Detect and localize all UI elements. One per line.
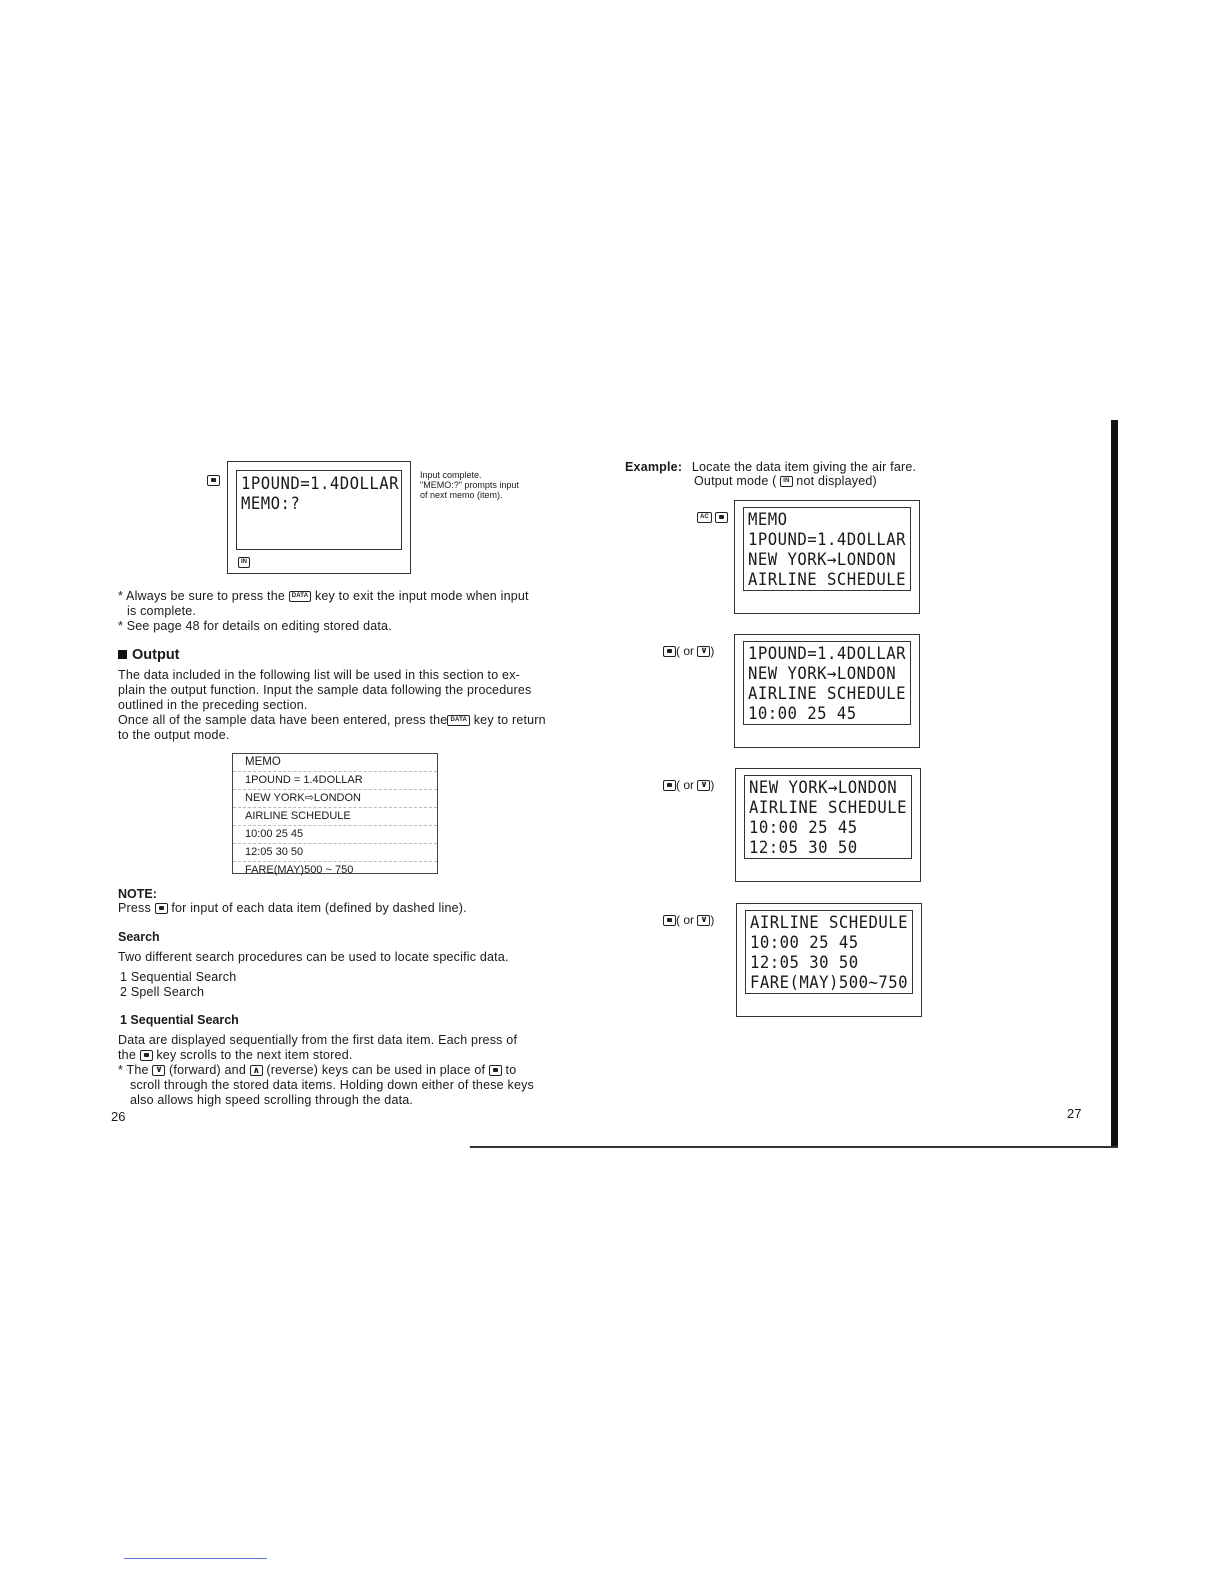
enter-key-icon — [715, 512, 728, 523]
lcd-line: FARE(MAY)500~750 — [750, 973, 909, 993]
lcd-line: AIRLINE SCHEDULE — [750, 913, 909, 933]
lcd-line: 12:05 30 50 — [749, 838, 858, 858]
bullet-text: * Always be sure to press the — [118, 589, 285, 603]
enter-key-icon — [140, 1050, 153, 1061]
lcd-line: 1POUND=1.4DOLLAR — [748, 530, 907, 550]
lcd-line: MEMO — [748, 510, 788, 530]
output-paragraph — [118, 668, 578, 743]
key-sequence-2: ( or ∨ ) — [663, 644, 714, 658]
example-text: Locate the data item giving the air fare. — [691, 460, 917, 474]
list-item: 1 Sequential Search — [120, 970, 237, 984]
paragraph-line: outlined in the preceding section. — [118, 698, 308, 712]
data-key-icon: DATA — [447, 715, 470, 726]
lcd-line: NEW YORK→LONDON — [748, 664, 897, 684]
lcd-line: 10:00 25 45 — [748, 704, 857, 724]
paragraph-line: key to return — [473, 713, 546, 727]
input-complete-note — [420, 470, 519, 500]
list-item: 10:00 25 45 — [233, 826, 437, 844]
sequential-search-text: Data are displayed sequentially from the first data item. Each press of the key scrolls to the next item stored. * The ∨ (forward) and ∧ (reverse) keys can be used in place of to scroll through the stored data items. Holding down either of these keys also allows high speed scrolling through the data. — [118, 1033, 578, 1108]
paragraph-line: plain the output function. Input the sample data following the procedures — [118, 683, 532, 697]
sample-data-list — [232, 753, 438, 874]
search-heading: Search — [118, 930, 160, 944]
sequential-search-heading: 1 Sequential Search — [120, 1013, 239, 1027]
key-sequence-1 — [697, 510, 728, 524]
example-block — [625, 460, 916, 475]
list-item: FARE(MAY)500 ~ 750 — [245, 864, 354, 876]
output-heading: Output — [118, 646, 180, 664]
down-arrow-key-icon — [152, 1065, 165, 1076]
in-indicator-icon: IN — [238, 557, 250, 568]
footer-rule — [124, 1558, 267, 1559]
down-arrow-key-icon — [697, 780, 710, 791]
paragraph-line: scroll through the stored data items. Holding down either of these keys — [130, 1078, 534, 1092]
lcd-display-1 — [734, 500, 920, 614]
ac-key-icon: AC — [697, 512, 712, 523]
lcd-line: 10:00 25 45 — [750, 933, 859, 953]
page-number-right: 27 — [1067, 1106, 1082, 1121]
paragraph-line: Once all of the sample data have been entered, press the — [118, 713, 448, 727]
note-heading: NOTE: — [118, 887, 157, 901]
lcd-line: AIRLINE SCHEDULE — [749, 798, 908, 818]
bullet-text: * See page 48 for details on editing stored data. — [118, 619, 392, 633]
page-number-left: 26 — [111, 1109, 126, 1124]
in-indicator-icon: IN — [780, 476, 792, 487]
down-arrow-key-icon — [697, 646, 710, 657]
enter-key-icon — [663, 646, 676, 657]
lcd-line: AIRLINE SCHEDULE — [748, 570, 907, 590]
top-lcd-display — [227, 461, 411, 574]
lcd-line: 1POUND=1.4DOLLAR — [748, 644, 907, 664]
binding-edge-line — [1111, 420, 1118, 1148]
list-item: NEW YORK⇨LONDON — [233, 790, 437, 808]
example-line-2: Output mode ( IN not displayed) — [694, 474, 877, 488]
search-list — [120, 970, 236, 1000]
bullet-text: is complete. — [127, 604, 197, 618]
paragraph-line: also allows high speed scrolling through the data. — [130, 1093, 414, 1107]
paragraph-line: The data included in the following list will be used in this section to ex- — [118, 668, 521, 682]
bottom-edge-line — [470, 1146, 1118, 1148]
enter-key-icon — [663, 915, 676, 926]
enter-key-icon — [207, 475, 220, 486]
paragraph-line: Data are displayed sequentially from the first data item. Each press of — [118, 1033, 518, 1047]
example-label: Example: — [625, 460, 683, 474]
key-sequence-4: ( or ∨ ) — [663, 913, 714, 927]
enter-key-icon — [663, 780, 676, 791]
lcd-line: AIRLINE SCHEDULE — [748, 684, 907, 704]
lcd-display-3 — [735, 768, 921, 882]
square-bullet-icon — [118, 650, 127, 659]
list-item: 1POUND = 1.4DOLLAR — [233, 772, 437, 790]
lcd-line: NEW YORK→LONDON — [748, 550, 897, 570]
note-line: Input complete. — [420, 470, 482, 480]
list-item: AIRLINE SCHEDULE — [233, 808, 437, 826]
enter-key-icon — [489, 1065, 502, 1076]
paragraph-line: to the output mode. — [118, 728, 230, 742]
bullet-notes — [118, 589, 578, 634]
lcd-line: 1POUND=1.4DOLLAR — [241, 474, 400, 494]
note-line: of next memo (item). — [420, 490, 503, 500]
key-sequence-3: ( or ∨ ) — [663, 778, 714, 792]
lcd-line: NEW YORK→LONDON — [749, 778, 898, 798]
lcd-display-4 — [736, 903, 922, 1017]
data-key-icon: DATA — [289, 591, 312, 602]
bullet-text: key to exit the input mode when input — [314, 589, 529, 603]
list-item: 12:05 30 50 — [233, 844, 437, 862]
lcd-line: MEMO:? — [241, 494, 301, 514]
search-intro: Two different search procedures can be used to locate specific data. — [118, 950, 509, 964]
list-item: MEMO — [233, 754, 437, 772]
list-item: 2 Spell Search — [120, 985, 205, 999]
down-arrow-key-icon — [697, 915, 710, 926]
up-arrow-key-icon — [250, 1065, 263, 1076]
lcd-display-2 — [734, 634, 920, 748]
note-line: "MEMO:?" prompts input — [420, 480, 519, 490]
lcd-line: 12:05 30 50 — [750, 953, 859, 973]
enter-key-icon — [155, 903, 168, 914]
lcd-line: 10:00 25 45 — [749, 818, 858, 838]
note-text: Press for input of each data item (defined by dashed line). — [118, 901, 467, 915]
